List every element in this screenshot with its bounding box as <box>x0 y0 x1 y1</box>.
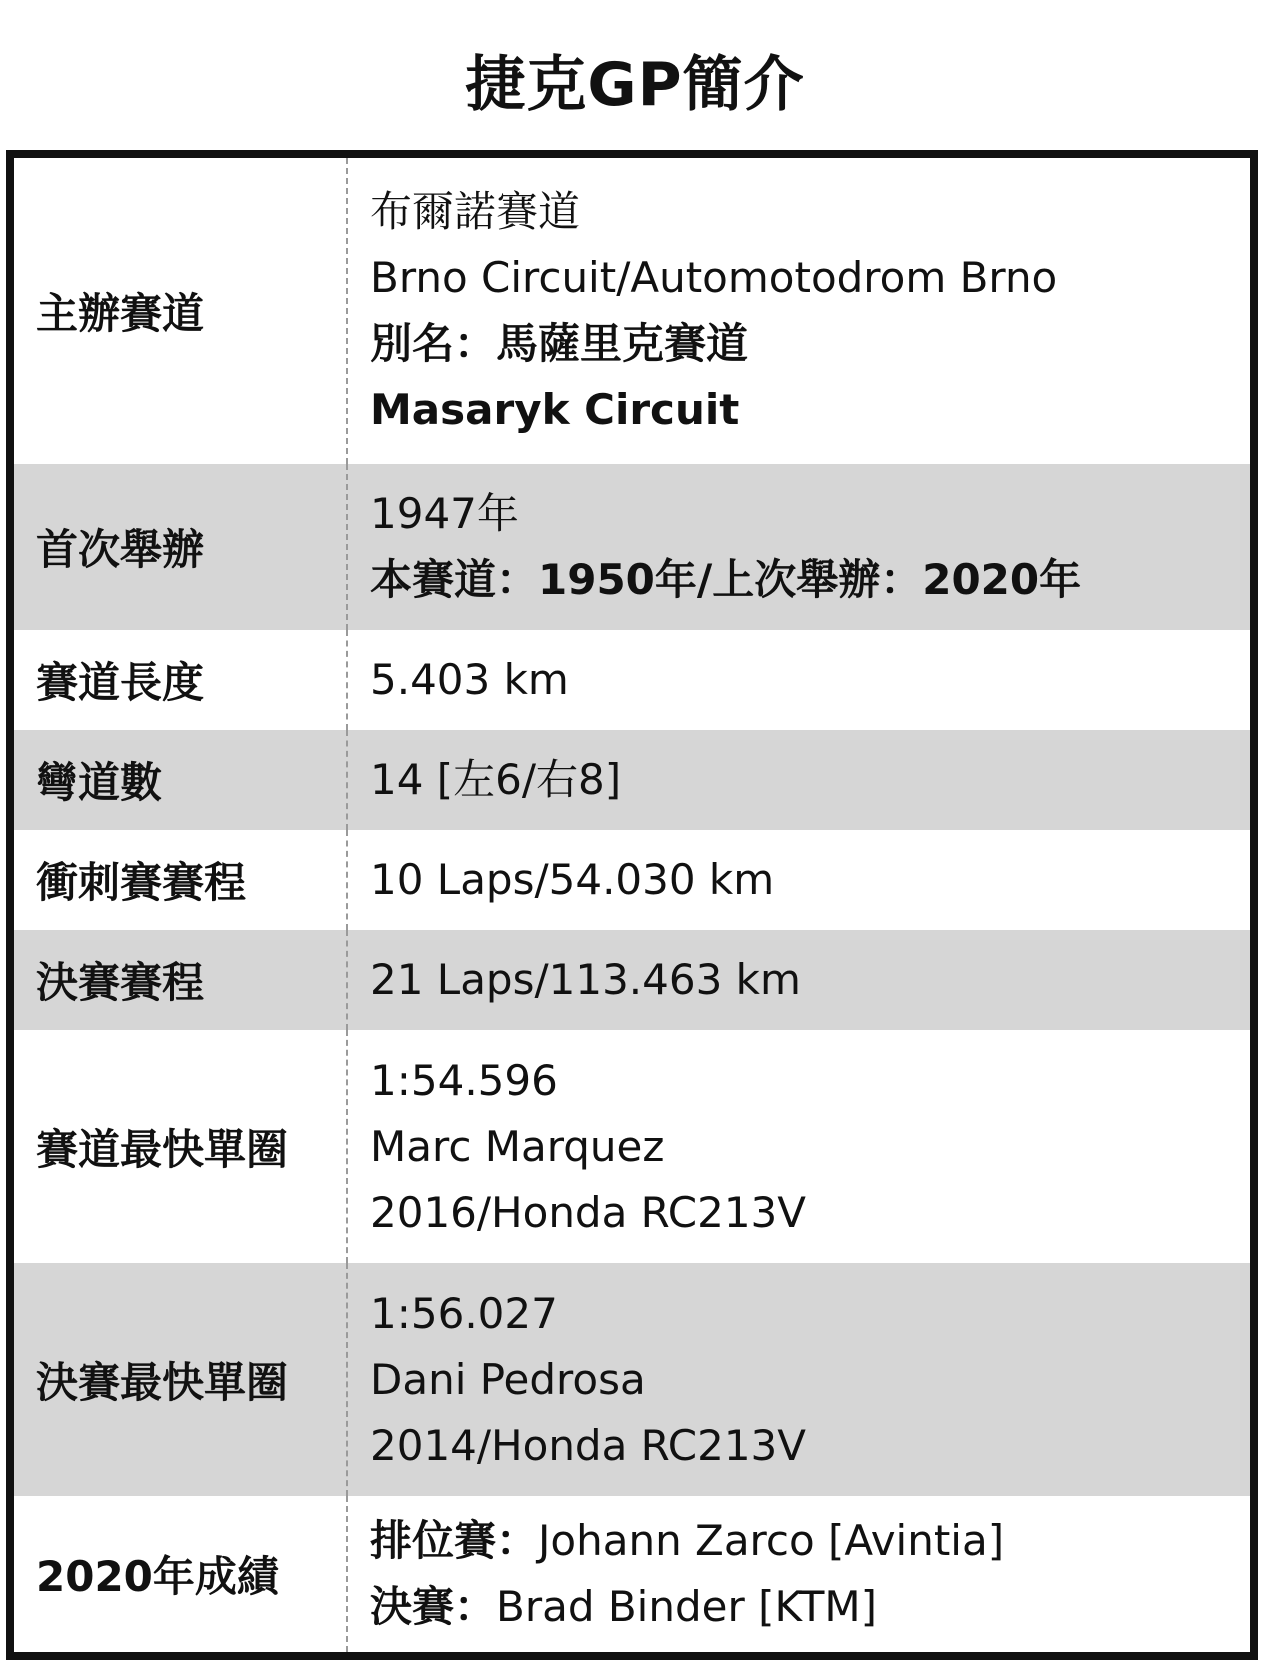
value-line: 5.403 km <box>370 655 569 704</box>
row-value <box>348 630 1250 730</box>
row-label: 決賽賽程 <box>14 930 348 1030</box>
row-label: 主辦賽道 <box>14 158 348 464</box>
value-line: 布爾諾賽道 <box>370 187 581 236</box>
row-label: 彎道數 <box>14 730 348 830</box>
value-line: Brno Circuit/Automotodrom Brno <box>370 253 1058 302</box>
result-prefix: 決賽： <box>370 1582 497 1631</box>
table-row-corners <box>14 730 1250 830</box>
value-line: Marc Marquez <box>370 1121 665 1171</box>
table-row-sprint-distance <box>14 830 1250 930</box>
row-label: 賽道最快單圈 <box>14 1030 348 1263</box>
table-row-track-length <box>14 630 1250 730</box>
row-value <box>348 1263 1250 1496</box>
row-value <box>348 158 1250 464</box>
row-value <box>348 1496 1250 1652</box>
row-value <box>348 464 1250 630</box>
value-line-alias: Masaryk Circuit <box>370 385 740 434</box>
value-line: 10 Laps/54.030 km <box>370 855 775 904</box>
value-line: Dani Pedrosa <box>370 1354 646 1404</box>
value-line: 2016/Honda RC213V <box>370 1187 806 1237</box>
info-table <box>6 150 1258 1660</box>
value-line: 1:54.596 <box>370 1055 558 1105</box>
result-text: Brad Binder [KTM] <box>496 1582 878 1631</box>
row-value <box>348 830 1250 930</box>
table-row-2020-results <box>14 1496 1250 1652</box>
row-value <box>348 930 1250 1030</box>
value-line: 1:56.027 <box>370 1288 558 1338</box>
value-line: 本賽道：1950年/上次舉辦：2020年 <box>370 555 1082 604</box>
page-title: 捷克GP簡介 <box>465 50 805 120</box>
row-value <box>348 730 1250 830</box>
value-line-alias: 別名：馬薩里克賽道 <box>370 319 749 368</box>
table-row-first-held <box>14 464 1250 630</box>
row-label: 決賽最快單圈 <box>14 1263 348 1496</box>
row-label: 首次舉辦 <box>14 464 348 630</box>
value-line: 14 [左6/右8] <box>370 755 622 804</box>
table-row-venue <box>14 158 1250 464</box>
row-value <box>348 1030 1250 1263</box>
value-line <box>370 1508 1250 1574</box>
row-label: 2020年成績 <box>14 1496 348 1652</box>
table-row-race-fastest-lap <box>14 1263 1250 1496</box>
table-row-race-distance <box>14 930 1250 1030</box>
value-line: 2014/Honda RC213V <box>370 1420 806 1470</box>
row-label: 衝刺賽賽程 <box>14 830 348 930</box>
row-label: 賽道長度 <box>14 630 348 730</box>
table-row-lap-record <box>14 1030 1250 1263</box>
value-line: 21 Laps/113.463 km <box>370 955 801 1004</box>
result-prefix: 排位賽： <box>370 1516 539 1565</box>
value-line: 1947年 <box>370 489 519 538</box>
value-line <box>370 1574 1250 1640</box>
result-text: Johann Zarco [Avintia] <box>538 1516 1005 1565</box>
